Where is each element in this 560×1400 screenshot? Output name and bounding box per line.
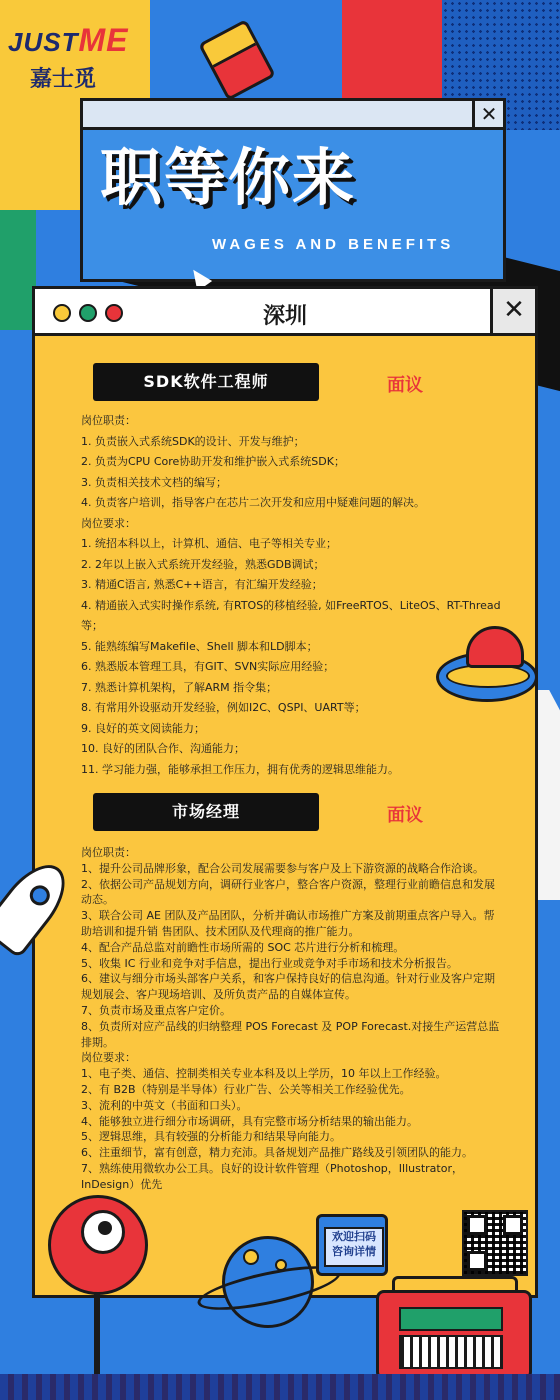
job-title-market: 市场经理 <box>93 793 319 831</box>
desc-line: 2、依据公司产品规划方向，调研行业客户，整合客户资源，整理行业前瞻信息和发展动态。 <box>81 877 495 907</box>
desc-line: 6、注重细节，富有创意，精力充沛。具备规划产品推广路线及引领团队的能力。 <box>81 1146 473 1160</box>
desc-line: 6. 熟悉版本管理工具，有GIT、SVN实际应用经验； <box>81 660 335 673</box>
job-window-titlebar <box>35 289 535 336</box>
desc-line: 1. 统招本科以上，计算机、通信、电子等相关专业； <box>81 537 337 550</box>
desc-line: 7. 熟悉计算机架构，了解ARM 指令集； <box>81 680 278 694</box>
qr-finder <box>503 1215 523 1235</box>
desc-line: 8、负责所对应产品线的归纳整理 POS Forecast 及 POP Forecast.对接生产运营总监排期。 <box>81 1019 500 1049</box>
eye-lollipop-icon <box>48 1195 148 1295</box>
desc-line: 10. 良好的团队合作、沟通能力； <box>81 742 245 755</box>
scan-label-2: 咨询详情 <box>332 1245 376 1258</box>
desc-line: 4. 精通嵌入式实时操作系统, 有RTOS的移植经验, 如FreeRTOS、LiteOS、RT-Thread等； <box>81 598 501 632</box>
brand-logo <box>8 22 128 59</box>
rocket-window <box>26 881 54 909</box>
job-salary-sdk: 面议 <box>387 375 423 396</box>
desc-line: 5、逻辑思维，具有较强的分析能力和结果导向能力。 <box>81 1130 341 1144</box>
desc-line: 3、联合公司 AE 团队及产品团队，分析并确认市场推广方案及前期重点客户导入。帮助培训和提升销 售团队、技术团队及代理商的推广能力。 <box>81 909 495 938</box>
desc-line: 9. 良好的英文阅读能力； <box>81 721 205 735</box>
desc-line: 2. 2年以上嵌入式系统开发经验，熟悉GDB调试； <box>81 557 325 571</box>
calendar-icon <box>316 1214 388 1276</box>
desc-line: 3、流利的中英文（书面和口头）。 <box>81 1098 248 1112</box>
desc-line: 岗位职责： <box>81 414 136 427</box>
logo-just: JUST <box>8 27 79 57</box>
desc-line: 岗位要求： <box>81 516 136 530</box>
desc-line: 4、能够独立进行细分市场调研，具有完整市场分析结果的输出能力。 <box>81 1114 418 1128</box>
hero-title: 职等你来 <box>100 141 357 214</box>
job-window <box>32 286 538 1298</box>
window-close-button[interactable]: ✕ <box>490 289 535 333</box>
desc-line: 4、配合产品总监对前瞻性市场所需的 SOC 芯片进行分析和梳理。 <box>81 940 405 954</box>
desc-line: 2、有 B2B（特别是半导体）行业广告、公关等相关工作经验优先。 <box>81 1082 411 1096</box>
job-title-sdk: SDK软件工程师 <box>93 363 319 401</box>
desc-line: 3. 精通C语言, 熟悉C++语言，有汇编开发经验； <box>81 578 323 591</box>
desc-line: 6、建议与细分市场头部客户关系，和客户保持良好的信息沟通。针对行业及客户定期规划展会、客户现场培训、及所负责产品的自媒体宣传。 <box>81 972 495 1002</box>
qr-code[interactable] <box>462 1210 528 1276</box>
desc-line: 11. 学习能力强，能够承担工作压力，拥有优秀的逻辑思维能力。 <box>81 762 399 776</box>
desc-line: 2. 负责为CPU Core协助开发和维护嵌入式系统SDK； <box>81 455 345 468</box>
hero-subtitle: WAGES AND BENEFITS <box>212 236 455 253</box>
radio-icon <box>376 1290 532 1380</box>
radio-screen <box>399 1307 503 1331</box>
red-envelope-icon <box>198 19 276 101</box>
desc-line: 4. 负责客户培训，指导客户在芯片二次开发和应用中疑难问题的解决。 <box>81 496 425 509</box>
desc-line: 1、提升公司品牌形象，配合公司发展需要参与客户及上下游资源的战略合作洽谈。 <box>81 861 484 875</box>
desc-line: 7、熟练使用微软办公工具。良好的设计软件管理（Photoshop，Illustrator，InDesign）优先 <box>81 1161 463 1191</box>
logo-me: ME <box>78 22 129 58</box>
brand-name: 嘉士觅 <box>30 67 97 92</box>
desc-line: 1. 负责嵌入式系统SDK的设计、开发与维护； <box>81 434 305 448</box>
desc-line: 5. 能熟练编写Makefile、Shell 脚本和LD脚本； <box>81 639 318 653</box>
radio-grill <box>399 1335 503 1369</box>
desc-line: 5、收集 IC 行业和竞争对手信息，提出行业或竞争对手市场和技术分析报告。 <box>81 956 458 970</box>
qr-finder <box>467 1215 487 1235</box>
desc-line: 8. 有常用外设驱动开发经验，例如I2C、QSPI、UART等； <box>81 701 366 714</box>
job-desc-market <box>81 845 501 1193</box>
desc-line: 1、电子类、通信、控制类相关专业本科及以上学历，10 年以上工作经验。 <box>81 1067 447 1081</box>
desc-line: 7、负责市场及重点客户定价。 <box>81 1003 231 1017</box>
green-block <box>0 210 36 330</box>
desc-line: 3. 负责相关技术文档的编写； <box>81 475 227 489</box>
scan-label-1: 欢迎扫码 <box>332 1230 376 1243</box>
eye-pupil <box>98 1221 112 1235</box>
desc-line: 岗位要求： <box>81 1051 136 1065</box>
desc-line: 岗位职责： <box>81 846 136 859</box>
eye-stick <box>94 1280 100 1380</box>
hero-window-bar <box>83 101 503 130</box>
close-icon[interactable]: ✕ <box>472 101 503 127</box>
bottom-strip <box>0 1374 560 1400</box>
job-salary-market: 面议 <box>387 805 423 826</box>
city-title: 深圳 <box>262 304 307 329</box>
job-desc-sdk <box>81 411 501 780</box>
scan-hint <box>324 1227 384 1267</box>
qr-finder <box>467 1251 487 1271</box>
planet-spot <box>243 1249 259 1265</box>
eye-white <box>81 1210 125 1254</box>
